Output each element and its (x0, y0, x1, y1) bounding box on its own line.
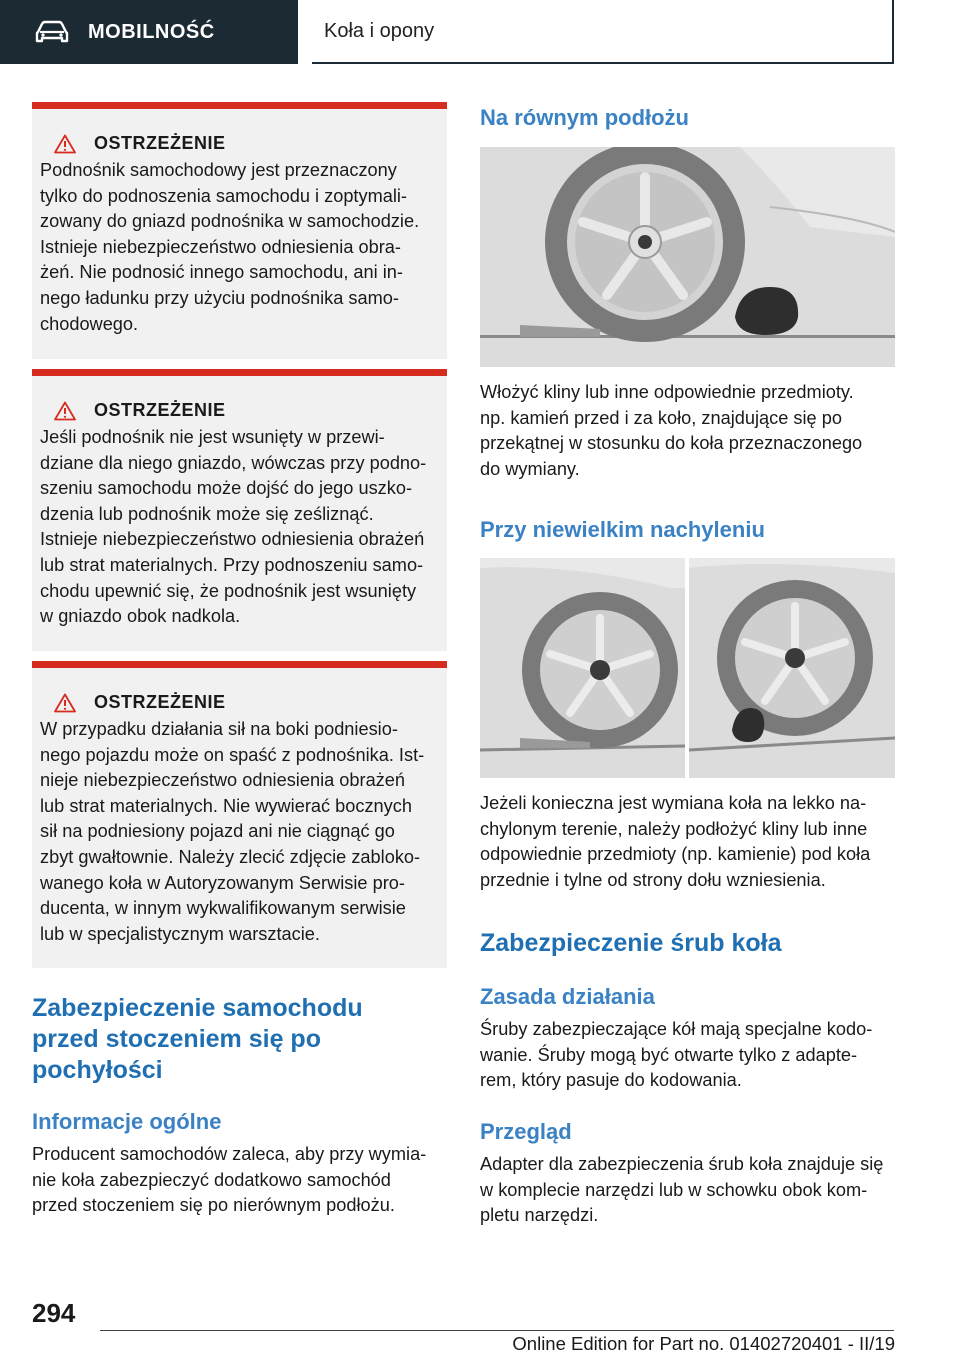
warning-header (54, 692, 433, 713)
chapter-title: Koła i opony (324, 19, 435, 42)
warning-triangle-icon (54, 693, 76, 713)
slight-slope-text: Jeżeli konieczna jest wymiana koła na lekko na- chylonym terenie, należy podłożyć kliny lub inne odpowiednie przedmioty (np. kamienie) pod koła przednie i tylne od strony dołu wzniesienia. (480, 793, 871, 890)
chapter-tab[interactable] (312, 0, 894, 64)
wheel-chock-flat-illustration (480, 147, 895, 367)
warning-triangle-icon (54, 134, 76, 154)
footer-divider (100, 1330, 894, 1331)
section-title: MOBILNOŚĆ (88, 20, 215, 43)
warning-box-jack-position (32, 369, 447, 651)
edition-note: Online Edition for Part no. 01402720401 - II/19 (512, 1333, 895, 1354)
warning-box-side-forces (32, 661, 447, 968)
warning-triangle-icon (54, 401, 76, 421)
illustration-flat-ground (480, 147, 895, 367)
warning-text: Podnośnik samochodowy jest przeznaczony tylko do podnoszenia samochodu i zoptymali- zowany do gniazd podnośnika w samochodzie. Istnieje niebezpieczeństwo odniesienia obra- żeń. Nie podnosić innego samochodu, ani in- nego ładunku przy użyciu podnośnika samo- chodowego. (40, 160, 420, 334)
subheading-principle: Zasada działania (480, 984, 655, 1009)
warning-text: Jeśli podnośnik nie jest wsunięty w przewi- dziane dla niego gniazdo, wówczas przy podno- szeniu samochodu może dojść do jego uszko- dzenia lub podnośnik może się ześliznąć. Istnieje niebezpieczeństwo odniesienia obrażeń lub strat materialnych. Przy podnoszeniu samo- chodu upewnić się, że podnośnik jest wsunięty w gniazdo obok nadkola. (40, 427, 427, 627)
warning-header (54, 133, 433, 154)
wheel-chock-slope-illustration (480, 558, 895, 778)
section-heading-wheel-bolts: Zabezpieczenie śrub koła (480, 929, 782, 957)
overview-text: Adapter dla zabezpieczenia śrub koła znajduje się w komplecie narzędzi lub w schowku obok kom- pletu narzędzi. (480, 1154, 884, 1226)
subheading-slight-slope: Przy niewielkim nachyleniu (480, 517, 765, 542)
car-icon (34, 20, 70, 44)
illustration-slight-slope (480, 558, 895, 778)
general-info-text: Producent samochodów zaleca, aby przy wymia- nie koła zabezpieczyć dodatkowo samochód przed stoczeniem się po nierównym podłożu. (32, 1144, 427, 1216)
section-tab[interactable] (0, 0, 298, 64)
subheading-general-info: Informacje ogólne (32, 1109, 222, 1134)
warning-title: OSTRZEŻENIE (94, 692, 226, 712)
subheading-overview: Przegląd (480, 1119, 572, 1144)
section-heading-rollaway: Zabezpieczenie samochodu przed stoczeniem się po pochyłości (32, 994, 363, 1084)
warning-header (54, 400, 433, 421)
warning-title: OSTRZEŻENIE (94, 400, 226, 420)
page-number: 294 (32, 1298, 76, 1328)
warning-box-jack-purpose (32, 102, 447, 359)
flat-ground-text: Włożyć kliny lub inne odpowiednie przedmioty. np. kamień przed i za koło, znajdujące się po przekątnej w stosunku do koła przeznaczonego do wymiany. (480, 382, 863, 479)
principle-text: Śruby zabezpieczające kół mają specjalne kodo- wanie. Śruby mogą być otwarte tylko z adapte- rem, który pasuje do kodowania. (480, 1019, 873, 1091)
warning-text: W przypadku działania sił na boki podniesio- nego pojazdu może on spaść z podnośnika. Ist- nieje niebezpieczeństwo odniesienia obrażeń lub strat materialnych. Nie wywierać bocznych sił na podniesiony pojazd ani nie ciągnąć go zbyt gwałtownie. Należy zlecić zdjęcie zabloko- wanego koła w Autoryzowanym Serwisie pro- ducenta, w innym wykwalifikowanym serwisie lub w specjalistycznym warsztacie. (40, 719, 425, 944)
subheading-flat-ground: Na równym podłożu (480, 105, 689, 130)
warning-title: OSTRZEŻENIE (94, 133, 226, 153)
